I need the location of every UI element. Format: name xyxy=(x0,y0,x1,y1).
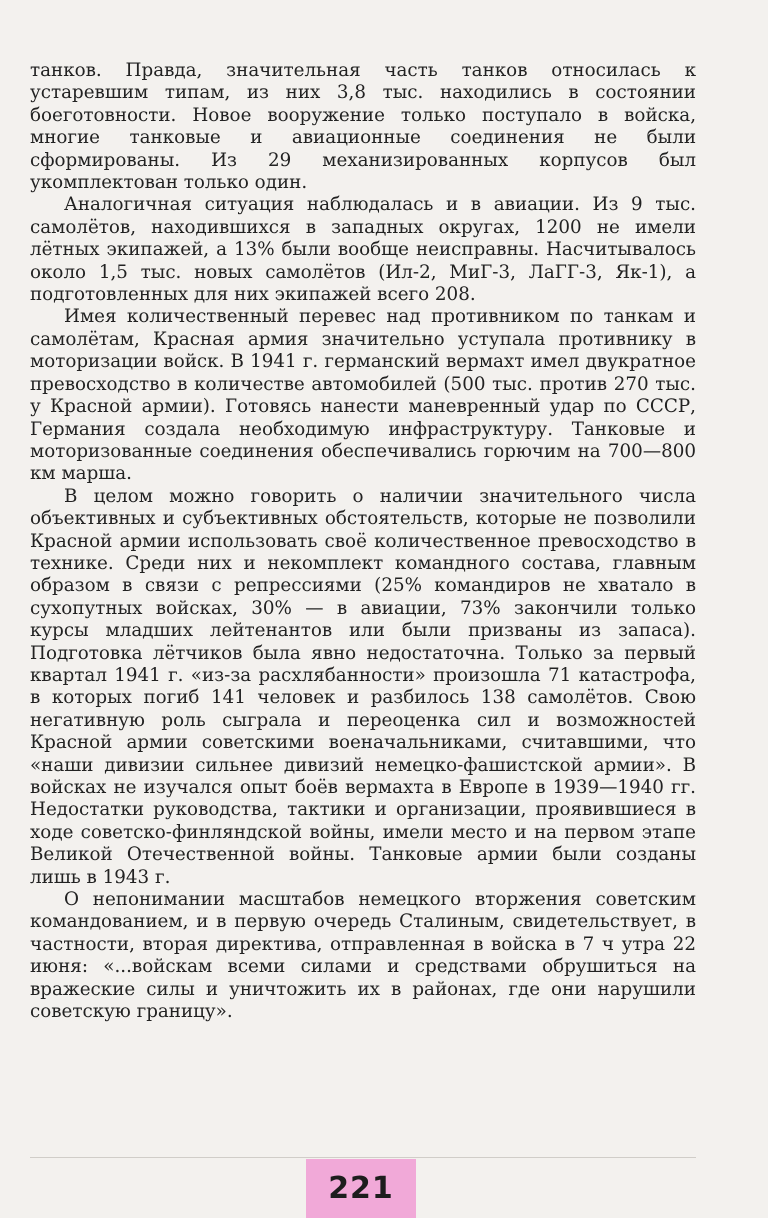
page-number-badge xyxy=(306,1159,416,1218)
body-text xyxy=(30,60,696,1023)
paragraph-3: Имея количественный перевес над противником по танкам и самолётам, Красная армия значительно уступала противнику в моторизации войск. В 1941 г. германский вермахт имел двукратное превосходство в количестве автомобилей (500 тыс. против 270 тыс. у Красной армии). Готовясь нанести маневренный удар по СССР, Германия создала необходимую инфраструктуру. Танковые и моторизованные соединения обеспечивались горючим на 700—800 км марша. xyxy=(30,306,696,485)
paragraph-5: О непонимании масштабов немецкого вторжения советским командованием, и в первую очередь Сталиным, свидетельствует, в частности, вторая директива, отправленная в войска в 7 ч утра 22 июня: «...войскам всеми силами и средствами обрушиться на вражеские силы и уничтожить их в районах, где они нарушили советскую границу». xyxy=(30,889,696,1023)
page-number: 221 xyxy=(328,1171,394,1206)
footer-divider xyxy=(30,1157,696,1158)
paragraph-4: В целом можно говорить о наличии значительного числа объективных и субъективных обстоятельств, которые не позволили Красной армии использовать своё количественное превосходство в технике. Среди них и некомплект командного состава, главным образом в связи с репрессиями (25% командиров не хватало в сухопутных войсках, 30% — в авиации, 73% закончили только курсы младших лейтенантов или были призваны из запаса). Подготовка лётчиков была явно недостаточна. Только за первый квартал 1941 г. «из-за расхлябанности» произошла 71 катастрофа, в которых погиб 141 человек и разбилось 138 самолётов. Свою негативную роль сыграла и переоценка сил и возможностей Красной армии советскими военачальниками, считавшими, что «наши дивизии сильнее дивизий немецко-фашистской армии». В войсках не изучался опыт боёв вермахта в Европе в 1939—1940 гг. Недостатки руководства, тактики и организации, проявившиеся в ходе советско-финляндской войны, имели место и на первом этапе Великой Отечественной войны. Танковые армии были созданы лишь в 1943 г. xyxy=(30,485,696,888)
paragraph-1: танков. Правда, значительная часть танков относилась к устаревшим типам, из них 3,8 тыс. находились в состоянии боеготовности. Новое вооружение только поступало в войска, многие танковые и авиационные соединения не были сформированы. Из 29 механизированных корпусов был укомплектован только один. xyxy=(30,60,696,194)
paragraph-2: Аналогичная ситуация наблюдалась и в авиации. Из 9 тыс. самолётов, находившихся в западных округах, 1200 не имели лётных экипажей, а 13% были вообще неисправны. Насчитывалось около 1,5 тыс. новых самолётов (Ил-2, МиГ-3, ЛаГГ-3, Як-1), а подготовленных для них экипажей всего 208. xyxy=(30,194,696,306)
